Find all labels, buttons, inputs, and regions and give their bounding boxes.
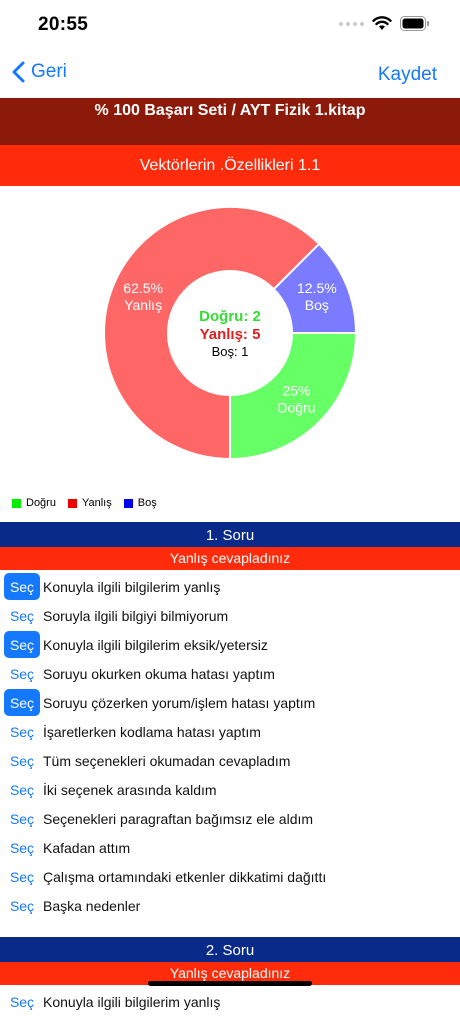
select-button[interactable]: Seç [9,993,35,1010]
select-button[interactable]: Seç [9,868,35,885]
select-button[interactable]: Seç [9,781,35,798]
reason-row[interactable] [0,688,460,717]
legend-swatch [124,499,133,508]
center-label-empty: Boş: 1 [211,344,249,359]
select-button[interactable]: Seç [9,752,35,769]
back-button-label: Geri [31,61,67,82]
reason-list [0,987,460,1016]
reason-label: Konuyla ilgili bilgilerim eksik/yetersiz [43,636,268,653]
legend-label: Yanlış [81,497,112,509]
reason-label: Seçenekleri paragraftan bağımsız ele aldım [43,810,314,827]
select-button[interactable]: Seç [9,723,35,740]
reason-list [0,572,460,920]
status-icons [339,16,430,31]
wifi-icon [372,16,392,31]
reason-label: Tüm seçenekleri okumadan cevapladım [43,752,291,769]
reason-label: Soruyu çözerken yorum/işlem hatası yaptım [43,694,316,711]
select-button[interactable]: Seç [9,665,35,682]
reason-row[interactable] [0,717,460,746]
chevron-left-icon [12,61,25,83]
slice-label-wrong: 62.5% Yanlış [123,280,164,314]
slice-label-empty: 12.5% Boş [296,280,337,314]
select-button[interactable]: Seç [4,631,40,658]
reason-label: Başka nedenler [43,897,141,914]
topic-title: Vektörlerin .Özellikleri 1.1 [0,145,460,186]
legend-item [68,497,112,509]
navigation-bar [0,50,460,98]
reason-label: Konuyla ilgili bilgilerim yanlış [43,578,221,595]
donut-chart [0,186,460,486]
legend-item [12,497,56,509]
status-time: 20:55 [38,14,89,35]
reason-row[interactable] [0,891,460,920]
reason-row[interactable] [0,804,460,833]
reason-label: Çalışma ortamındaki etkenler dikkatimi dağıttı [43,868,327,885]
question-header: 2. Soru [0,937,460,964]
legend-swatch [12,499,21,508]
signal-icon [339,22,364,26]
reason-row[interactable] [0,572,460,601]
select-button[interactable]: Seç [9,607,35,624]
book-title: % 100 Başarı Seti / AYT Fizik 1.kitap [0,98,460,145]
reason-row[interactable] [0,987,460,1016]
question-header: 1. Soru [0,522,460,549]
select-button[interactable]: Seç [9,810,35,827]
select-button[interactable]: Seç [4,689,40,716]
legend-swatch [68,499,77,508]
battery-icon [400,16,430,31]
save-button[interactable]: Kaydet [377,64,437,85]
reason-row[interactable] [0,862,460,891]
select-button[interactable]: Seç [9,897,35,914]
legend-label: Doğru [26,497,56,509]
reason-label: Konuyla ilgili bilgilerim yanlış [43,993,221,1010]
center-label-wrong: Yanlış: 5 [199,326,261,343]
slice-label-correct: 25% Doğru [277,382,316,416]
select-button[interactable]: Seç [9,839,35,856]
answer-status: Yanlış cevapladınız [0,547,460,570]
chart-legend [12,497,169,509]
reason-label: Soruyla ilgili bilgiyi bilmiyorum [43,607,229,624]
reason-row[interactable] [0,659,460,688]
reason-label: Kafadan attım [43,839,131,856]
legend-label: Boş [137,497,157,509]
legend-item [124,497,157,509]
center-label-correct: Doğru: 2 [199,308,261,325]
reason-label: İşaretlerken kodlama hatası yaptım [43,723,261,740]
reason-row[interactable] [0,775,460,804]
reason-label: İki seçenek arasında kaldım [43,781,217,798]
home-indicator [148,981,312,986]
reason-row[interactable] [0,833,460,862]
reason-row[interactable] [0,601,460,630]
select-button[interactable]: Seç [4,573,40,600]
result-chart [0,186,460,516]
status-bar [0,0,460,50]
back-button[interactable] [12,61,67,83]
answer-status: Yanlış cevapladınız [0,962,460,985]
reason-row[interactable] [0,746,460,775]
reason-row[interactable] [0,630,460,659]
reason-label: Soruyu okurken okuma hatası yaptım [43,665,275,682]
